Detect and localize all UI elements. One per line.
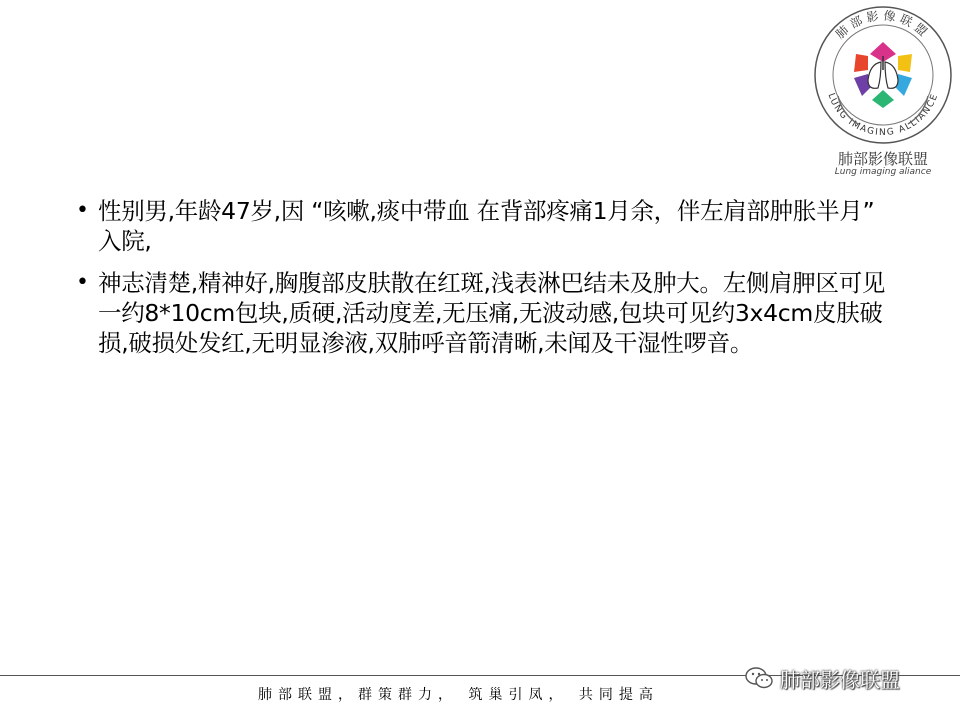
bullet-list — [72, 196, 892, 370]
svg-text:肺部影像联盟: 肺部影像联盟 — [833, 8, 933, 42]
bullet-marker: • — [76, 270, 89, 295]
wechat-icon — [744, 665, 774, 691]
footer-slogan: 肺部联盟，群策群力， 筑巢引凤， 共同提高 — [258, 687, 659, 703]
bullet-item-exam — [72, 268, 892, 358]
wechat-watermark — [744, 662, 900, 694]
logo-name-en: Lung imaging aliance — [834, 167, 932, 177]
bullet-text: 性别男,年龄47岁,因 “咳嗽,痰中带血 在背部疼痛1月余，伴左肩部肿胀半月” 入院, — [98, 197, 875, 255]
watermark-text: 肺部影像联盟 — [780, 667, 900, 692]
logo-seal-icon — [812, 4, 954, 146]
svg-text:LUNG IMAGING ALLIANCE: LUNG IMAGING ALLIANCE — [825, 91, 941, 139]
alliance-logo — [812, 4, 954, 180]
bullet-item-history — [72, 196, 892, 256]
bullet-marker: • — [76, 198, 89, 223]
logo-name-cn: 肺部影像联盟 — [837, 150, 928, 168]
bullet-text: 神志清楚,精神好,胸腹部皮肤散在红斑,浅表淋巴结未及肿大。左侧肩胛区可见一约8*10cm包块,质硬,活动度差,无压痛,无波动感,包块可见约3x4cm皮肤破损,破损处发红,无明显渗液,双肺呼音箭清晰,未闻及干湿性啰音。 — [98, 269, 886, 357]
